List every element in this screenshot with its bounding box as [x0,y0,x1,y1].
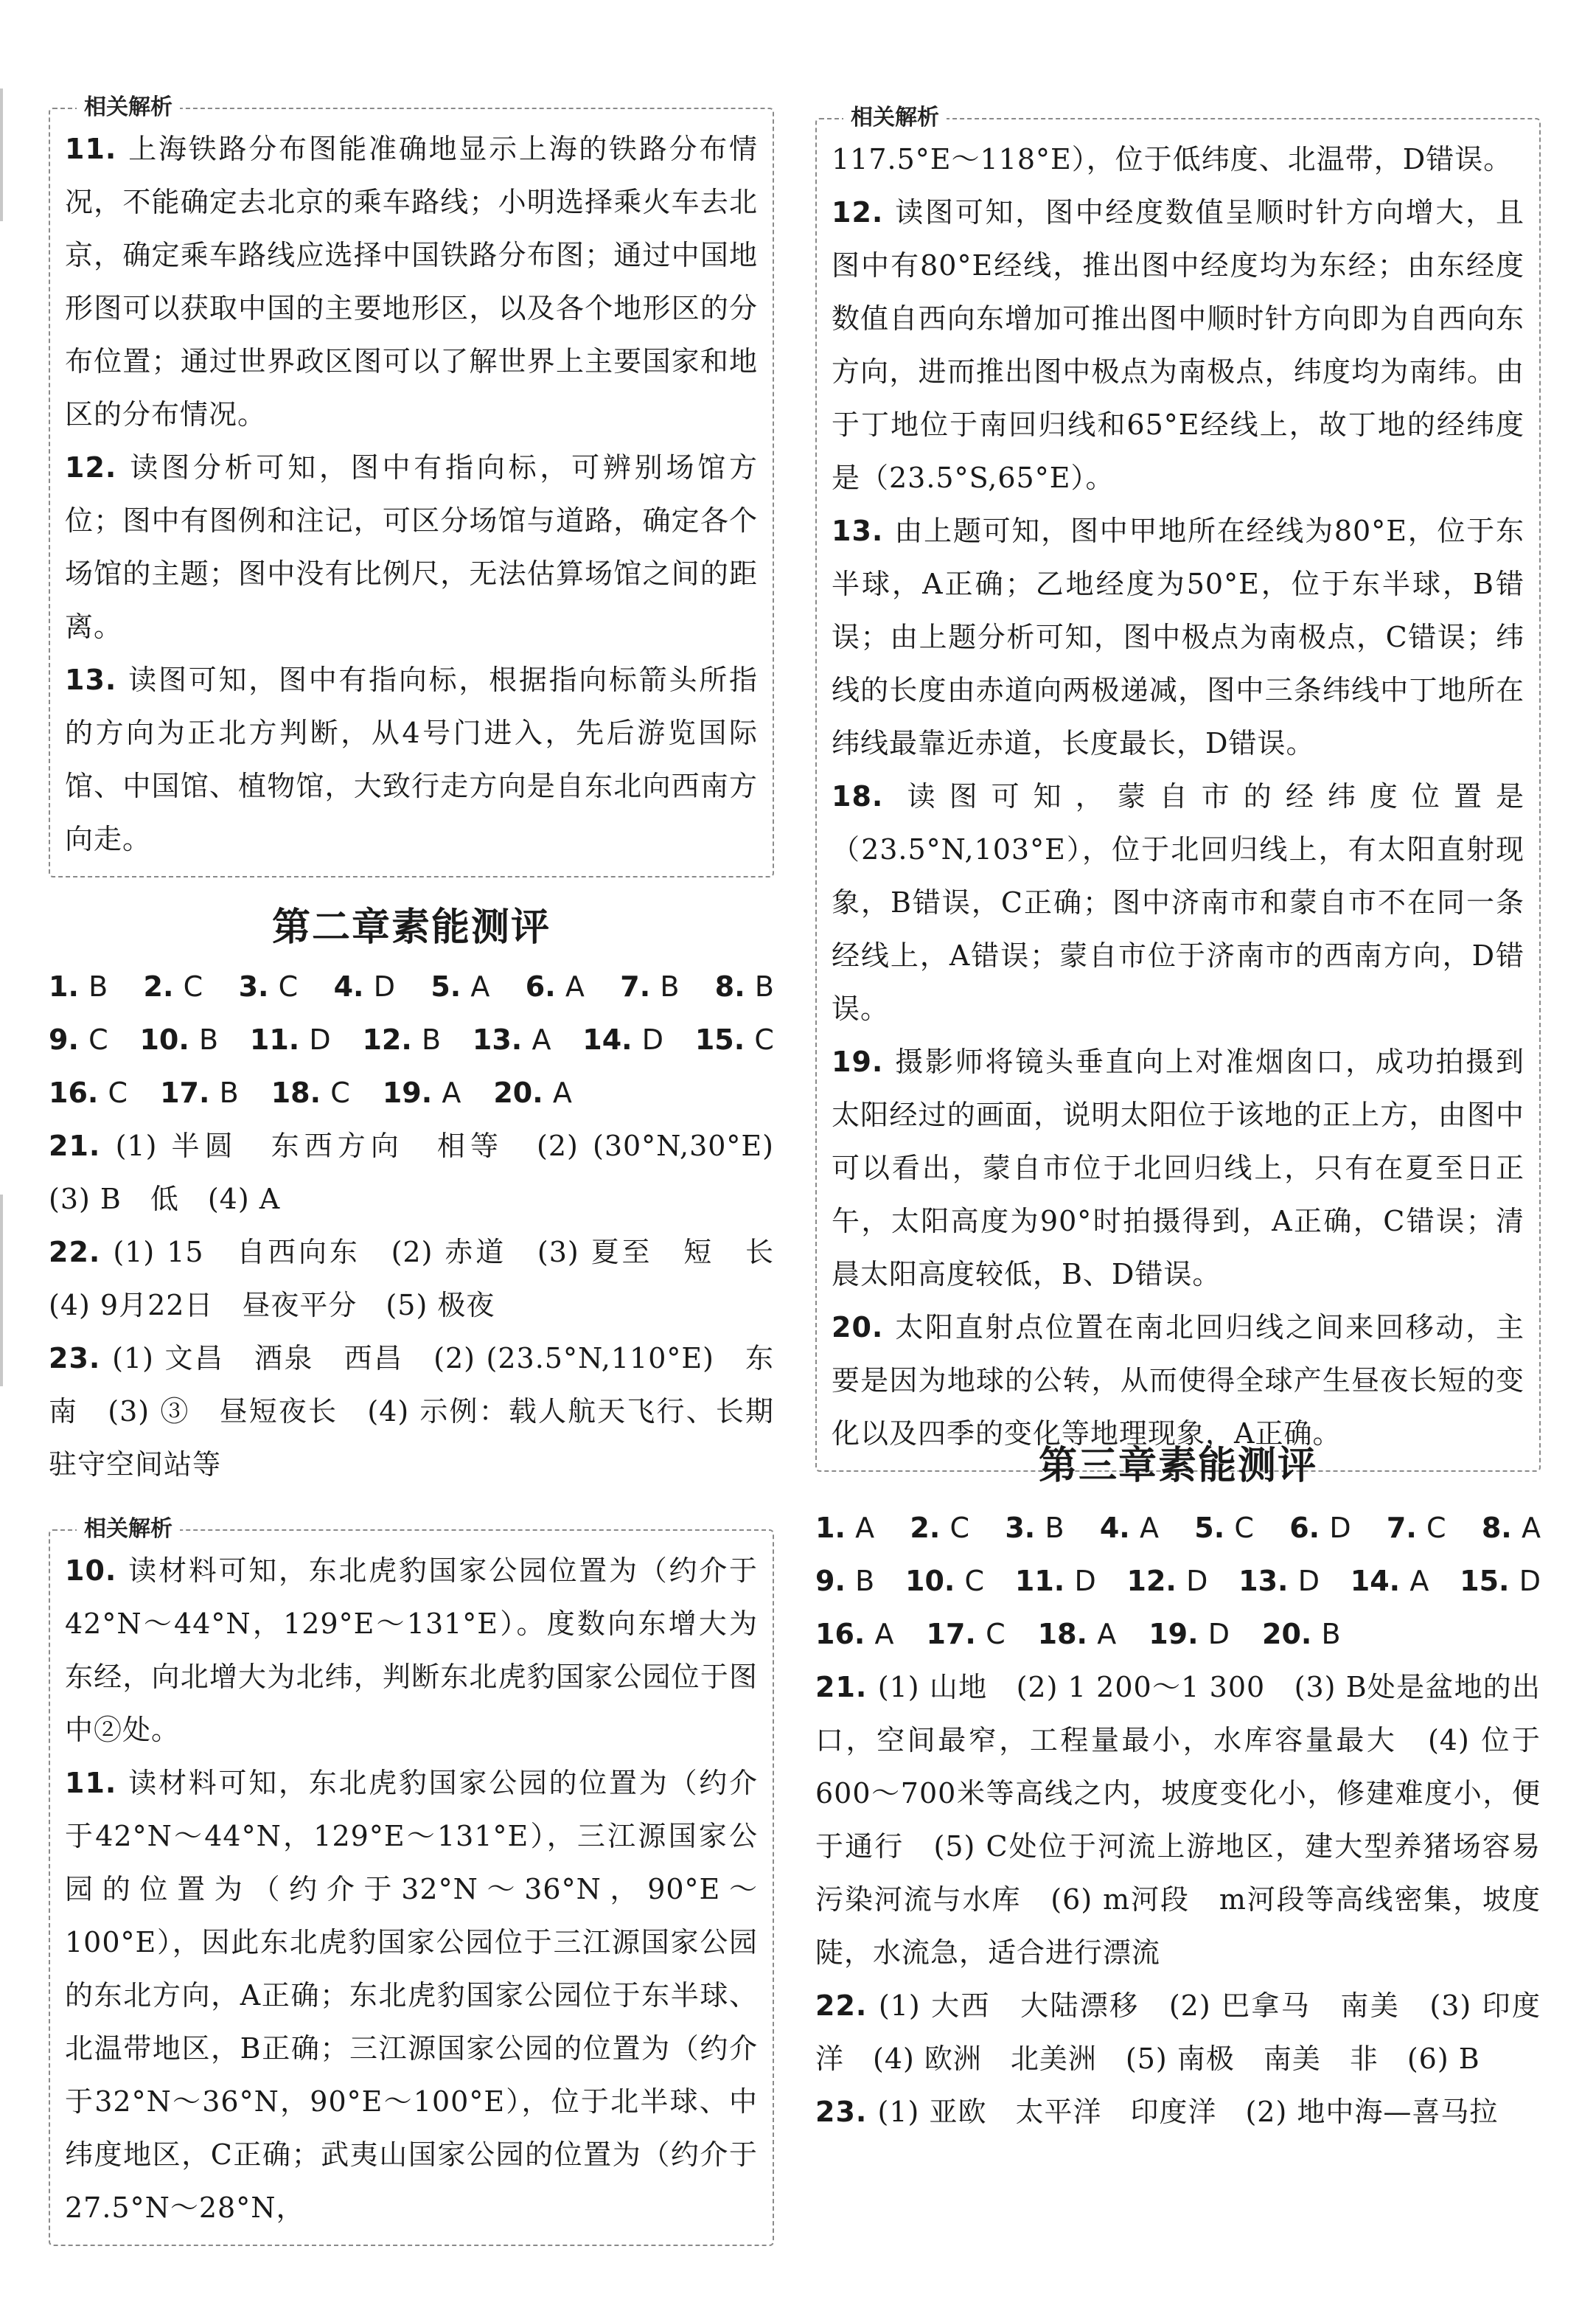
answer-letter: C [88,1023,108,1056]
analysis-box-label: 相关解析 [77,1515,180,1544]
question-number: 14. [582,1023,642,1056]
question-number: 3. [238,970,279,1003]
answer-letter: C [754,1023,774,1056]
question-number: 12. [832,196,896,229]
choice-answer [160,1066,239,1119]
choice-row [49,1066,774,1119]
question-number: 13. [472,1023,532,1056]
answer-letter: B [660,970,680,1003]
answer-letter: C [278,970,299,1003]
answer-paragraph [832,504,1524,770]
chapter-3-answers [815,1501,1541,2138]
choice-answer [139,1013,218,1066]
question-number: 13. [832,515,895,547]
answer-letter: A [552,1077,572,1109]
answer-letter: B [855,1565,875,1597]
choice-row [815,1554,1541,1607]
question-number: 16. [49,1077,108,1109]
question-number: 21. [815,1671,878,1703]
answer-letter: A [470,970,490,1003]
answer-text: 读图可知，图中经度数值呈顺时针方向增大，且图中有80°E经线，推出图中经度均为东经；由东经度数值自西向东增加可推出图中顺时针方向即为自西向东方向，进而推出图中极点为南极点，纬度均为南纬。由于丁地位于南回归线和65°E经线上，故丁地的经纬度是（23.5°S,65°E）。 [832,196,1524,494]
scan-edge-mark [0,88,3,221]
question-number: 19. [382,1077,442,1109]
choice-answer [271,1066,350,1119]
analysis-box-ch1 [49,94,774,877]
answer-letter: D [373,970,395,1003]
answer-letter: D [641,1023,664,1056]
answer-letter: C [949,1512,970,1544]
question-number: 17. [926,1618,986,1650]
answer-paragraph [49,1119,804,1226]
choice-answer [362,1013,441,1066]
question-number: 11. [249,1023,310,1056]
question-number: 4. [1099,1512,1140,1544]
answer-paragraph [815,2085,1541,2138]
choice-answer [49,1066,128,1119]
answer-text: 读材料可知，东北虎豹国家公园位置为（约介于42°N～44°N，129°E～131°E）。度数向东增大为东经，向北增大为北纬，判断东北虎豹国家公园位于图中②处。 [65,1554,758,1746]
choice-answer [1127,1554,1208,1607]
answer-paragraph [49,1226,804,1332]
answer-text: (1) 半圆 东西方向 相等 (2) (30°N,30°E) (3) B 低 (4) A [49,1130,804,1215]
choice-row [815,1501,1541,1554]
question-number: 15. [1460,1565,1519,1597]
question-number: 18. [271,1077,331,1109]
question-number: 23. [49,1342,113,1374]
choice-answer [715,960,774,1013]
answer-letter: D [1186,1565,1208,1597]
question-number: 2. [143,970,184,1003]
answer-letter: D [1074,1565,1096,1597]
answer-paragraph [65,1544,758,1756]
answer-paragraph [832,133,1524,186]
answer-paragraph [832,1035,1524,1301]
choice-answer [1351,1554,1429,1607]
question-number: 17. [160,1077,220,1109]
answer-paragraph [65,1756,758,2234]
question-number: 3. [1005,1512,1045,1544]
question-number: 11. [65,133,129,165]
answer-paragraph [65,122,758,441]
choice-answer [526,960,585,1013]
choice-answer [431,960,489,1013]
choice-answer [1289,1501,1351,1554]
question-number: 8. [1481,1512,1522,1544]
choice-answer [473,1013,551,1066]
choice-answer [49,1013,108,1066]
answer-letter: A [1139,1512,1159,1544]
answer-text: 读图可知，图中有指向标，根据指向标箭头所指的方向为正北方判断，从4号门进入，先后游览国际馆、中国馆、植物馆，大致行走方向是自东北向西南方向走。 [65,664,758,855]
answer-letter: A [874,1618,894,1650]
question-number: 7. [1386,1512,1426,1544]
choice-answer [1005,1501,1064,1554]
choice-answer [582,1013,663,1066]
answer-letter: C [108,1077,128,1109]
question-number: 20. [493,1077,553,1109]
choice-answer [493,1066,572,1119]
question-number: 23. [815,2096,878,2128]
question-number: 9. [815,1565,856,1597]
answer-text: (1) 文昌 酒泉 西昌 (2) (23.5°N,110°E) 东南 (3) ③ 昼短夜长 (4) 示例：载人航天飞行、长期驻守空间站等 [49,1342,774,1481]
answer-letter: D [1519,1565,1541,1597]
choice-answer [1194,1501,1254,1554]
answer-letter: C [183,970,203,1003]
choice-answer [49,960,108,1013]
answer-letter: B [422,1023,442,1056]
question-number: 11. [1014,1565,1075,1597]
choice-answer-rows [49,960,774,1119]
question-number: 5. [1194,1512,1235,1544]
analysis-list [65,1544,758,2234]
choice-answer [144,960,203,1013]
answer-text: 读图可知，蒙自市的经纬度位置是（23.5°N,103°E），位于北回归线上，有太阳直射现象，B错误，C正确；图中济南市和蒙自市不在同一条经线上，A错误；蒙自市位于济南市的西南方向，D错误。 [832,780,1524,1025]
choice-answer [1100,1501,1159,1554]
choice-answer [334,960,395,1013]
answer-letter: D [1208,1618,1230,1650]
question-number: 12. [1126,1565,1187,1597]
analysis-box-label: 相关解析 [843,103,947,133]
choice-answer [1460,1554,1541,1607]
answer-letter: A [1521,1512,1541,1544]
answer-letter: C [330,1077,350,1109]
answer-letter: A [855,1512,875,1544]
question-number: 8. [714,970,755,1003]
question-number: 14. [1350,1565,1410,1597]
question-number: 18. [1037,1618,1098,1650]
question-number: 6. [525,970,565,1003]
question-number: 22. [815,1989,879,2022]
answer-text: 太阳直射点位置在南北回归线之间来回移动，主要是因为地球的公转，从而使得全球产生昼夜长短的变化以及四季的变化等地理现象，A正确。 [832,1311,1524,1450]
answer-letter: C [1234,1512,1254,1544]
choice-answer [815,1554,874,1607]
question-number: 18. [832,780,907,813]
chapter-2-title: 第二章素能测评 [271,905,551,950]
analysis-list [65,122,758,866]
choice-answer [239,960,299,1013]
analysis-list [832,133,1524,1460]
answer-letter: B [199,1023,219,1056]
choice-answer [910,1501,969,1554]
answer-letter: C [964,1565,985,1597]
question-number: 4. [333,970,374,1003]
scan-edge-mark [0,1195,3,1386]
question-number: 7. [620,970,661,1003]
answer-text: 上海铁路分布图能准确地显示上海的铁路分布情况，不能确定去北京的乘车路线；小明选择乘火车去北京，确定乘车路线应选择中国铁路分布图；通过中国地形图可以获取中国的主要地形区，以及各个地形区的分布位置；通过世界政区图可以了解世界上主要国家和地区的分布情况。 [65,133,758,431]
question-number: 19. [832,1046,896,1078]
question-number: 12. [362,1023,422,1056]
analysis-box-ch2-continued [815,105,1541,1472]
answer-letter: D [1329,1512,1351,1544]
choice-answer [905,1554,984,1607]
choice-answer [927,1607,1006,1661]
question-number: 11. [65,1767,129,1799]
question-number: 15. [694,1023,755,1056]
question-number: 22. [49,1236,114,1268]
question-number: 1. [49,970,89,1003]
answer-text: 读材料可知，东北虎豹国家公园的位置为（约介于42°N～44°N，129°E～131°E），三江源国家公园的位置为（约介于32°N～36°N，90°E～100°E），因此东北虎豹国家公园位于三江源国家公园的东北方向，A正确；东北虎豹国家公园位于东半球、北温带地区，B正确；三江源国家公园的位置为（约介于32°N～36°N，90°E～100°E），位于北半球、中纬度地区，C正确；武夷山国家公园的位置为（约介于27.5°N～28°N， [65,1767,758,2224]
choice-answer [1149,1607,1230,1661]
answer-text: (1) 亚欧 太平洋 印度洋 (2) 地中海—喜马拉 [877,2096,1499,2128]
choice-answer [1238,1554,1320,1607]
question-number: 1. [815,1512,856,1544]
question-number: 13. [1238,1565,1298,1597]
answer-paragraph [815,1979,1541,2085]
answer-paragraph [832,186,1524,504]
answer-letter: A [1409,1565,1429,1597]
choice-answer [1015,1554,1096,1607]
answer-paragraph [49,1332,774,1491]
question-number: 20. [1262,1618,1322,1650]
answer-letter: B [219,1077,239,1109]
answer-letter: B [88,970,108,1003]
choice-answer-rows [815,1501,1541,1661]
answer-letter: B [1045,1512,1064,1544]
answer-letter: D [309,1023,331,1056]
choice-answer [1262,1607,1341,1661]
question-number: 13. [65,664,129,696]
question-number: 2. [910,1512,950,1544]
answer-letter: D [1297,1565,1320,1597]
choice-row [815,1607,1541,1661]
question-number: 12. [65,451,130,484]
choice-answer [383,1066,461,1119]
answer-letter: A [1097,1618,1117,1650]
question-number: 10. [139,1023,199,1056]
answer-letter: C [986,1618,1006,1650]
open-answer-list [49,1119,804,1491]
answer-paragraph [815,1661,1541,1979]
chapter-3-title: 第三章素能测评 [1038,1443,1317,1488]
answer-letter: C [1426,1512,1446,1544]
answer-text: 读图分析可知，图中有指向标，可辨别场馆方位；图中有图例和注记，可区分场馆与道路，确定各个场馆的主题；图中没有比例尺，无法估算场馆之间的距离。 [65,451,758,643]
choice-row [49,1013,774,1066]
answer-letter: B [754,970,774,1003]
question-number: 10. [65,1554,129,1587]
open-answer-list [815,1661,1541,2138]
question-number: 6. [1289,1512,1330,1544]
answer-paragraph [832,770,1524,1035]
analysis-box-ch2 [49,1516,774,2246]
answer-text: 117.5°E～118°E），位于低纬度、北温带，D错误。 [832,143,1513,175]
choice-answer [620,960,679,1013]
answer-text: (1) 15 自西向东 (2) 赤道 (3) 夏至 短 长 (4) 9月22日 昼夜平分 (5) 极夜 [49,1236,804,1321]
answer-letter: A [532,1023,551,1056]
choice-answer [250,1013,331,1066]
question-number: 21. [49,1130,116,1162]
answer-text: 摄影师将镜头垂直向上对准烟囱口，成功拍摄到太阳经过的画面，说明太阳位于该地的正上方，由图中可以看出，蒙自市位于北回归线上，只有在夏至日正午，太阳高度为90°时拍摄得到，A正确，C错误；清晨太阳高度较低，B、D错误。 [832,1046,1524,1290]
choice-answer [815,1501,874,1554]
answer-text: (1) 大西 大陆漂移 (2) 巴拿马 南美 (3) 印度洋 (4) 欧洲 北美洲 (5) 南极 南美 非 (6) B [815,1989,1541,2075]
choice-answer [1038,1607,1117,1661]
answer-letter: B [1321,1618,1341,1650]
answer-text: (1) 山地 (2) 1 200～1 300 (3) B处是盆地的出口，空间最窄，工程量最小，水库容量最大 (4) 位于600～700米等高线之内，坡度变化小，修建难度小，便于通行 (5) C处位于河流上游地区，建大型养猪场容易污染河流与水库 (6) m河段 m河段等高线密集，坡度陡，水流急，适合进行漂流 [815,1671,1541,1969]
answer-text: 由上题可知，图中甲地所在经线为80°E，位于东半球，A正确；乙地经度为50°E，位于东半球，B错误；由上题分析可知，图中极点为南极点，C错误；纬线的长度由赤道向两极递减，图中三条纬线中丁地所在纬线最靠近赤道，长度最长，D错误。 [832,515,1524,759]
answer-letter: A [442,1077,461,1109]
question-number: 20. [832,1311,896,1344]
choice-answer [1387,1501,1446,1554]
question-number: 16. [815,1618,875,1650]
question-number: 9. [49,1023,89,1056]
choice-answer [815,1607,894,1661]
question-number: 19. [1149,1618,1208,1650]
choice-answer [1482,1501,1541,1554]
answer-paragraph [65,653,758,866]
choice-answer [695,1013,774,1066]
chapter-2-answers [49,960,804,1491]
answer-paragraph [65,441,758,653]
choice-row [49,960,774,1013]
question-number: 5. [431,970,471,1003]
question-number: 10. [905,1565,965,1597]
answer-letter: A [565,970,585,1003]
answer-paragraph [832,1301,1524,1460]
analysis-box-label: 相关解析 [77,93,180,122]
